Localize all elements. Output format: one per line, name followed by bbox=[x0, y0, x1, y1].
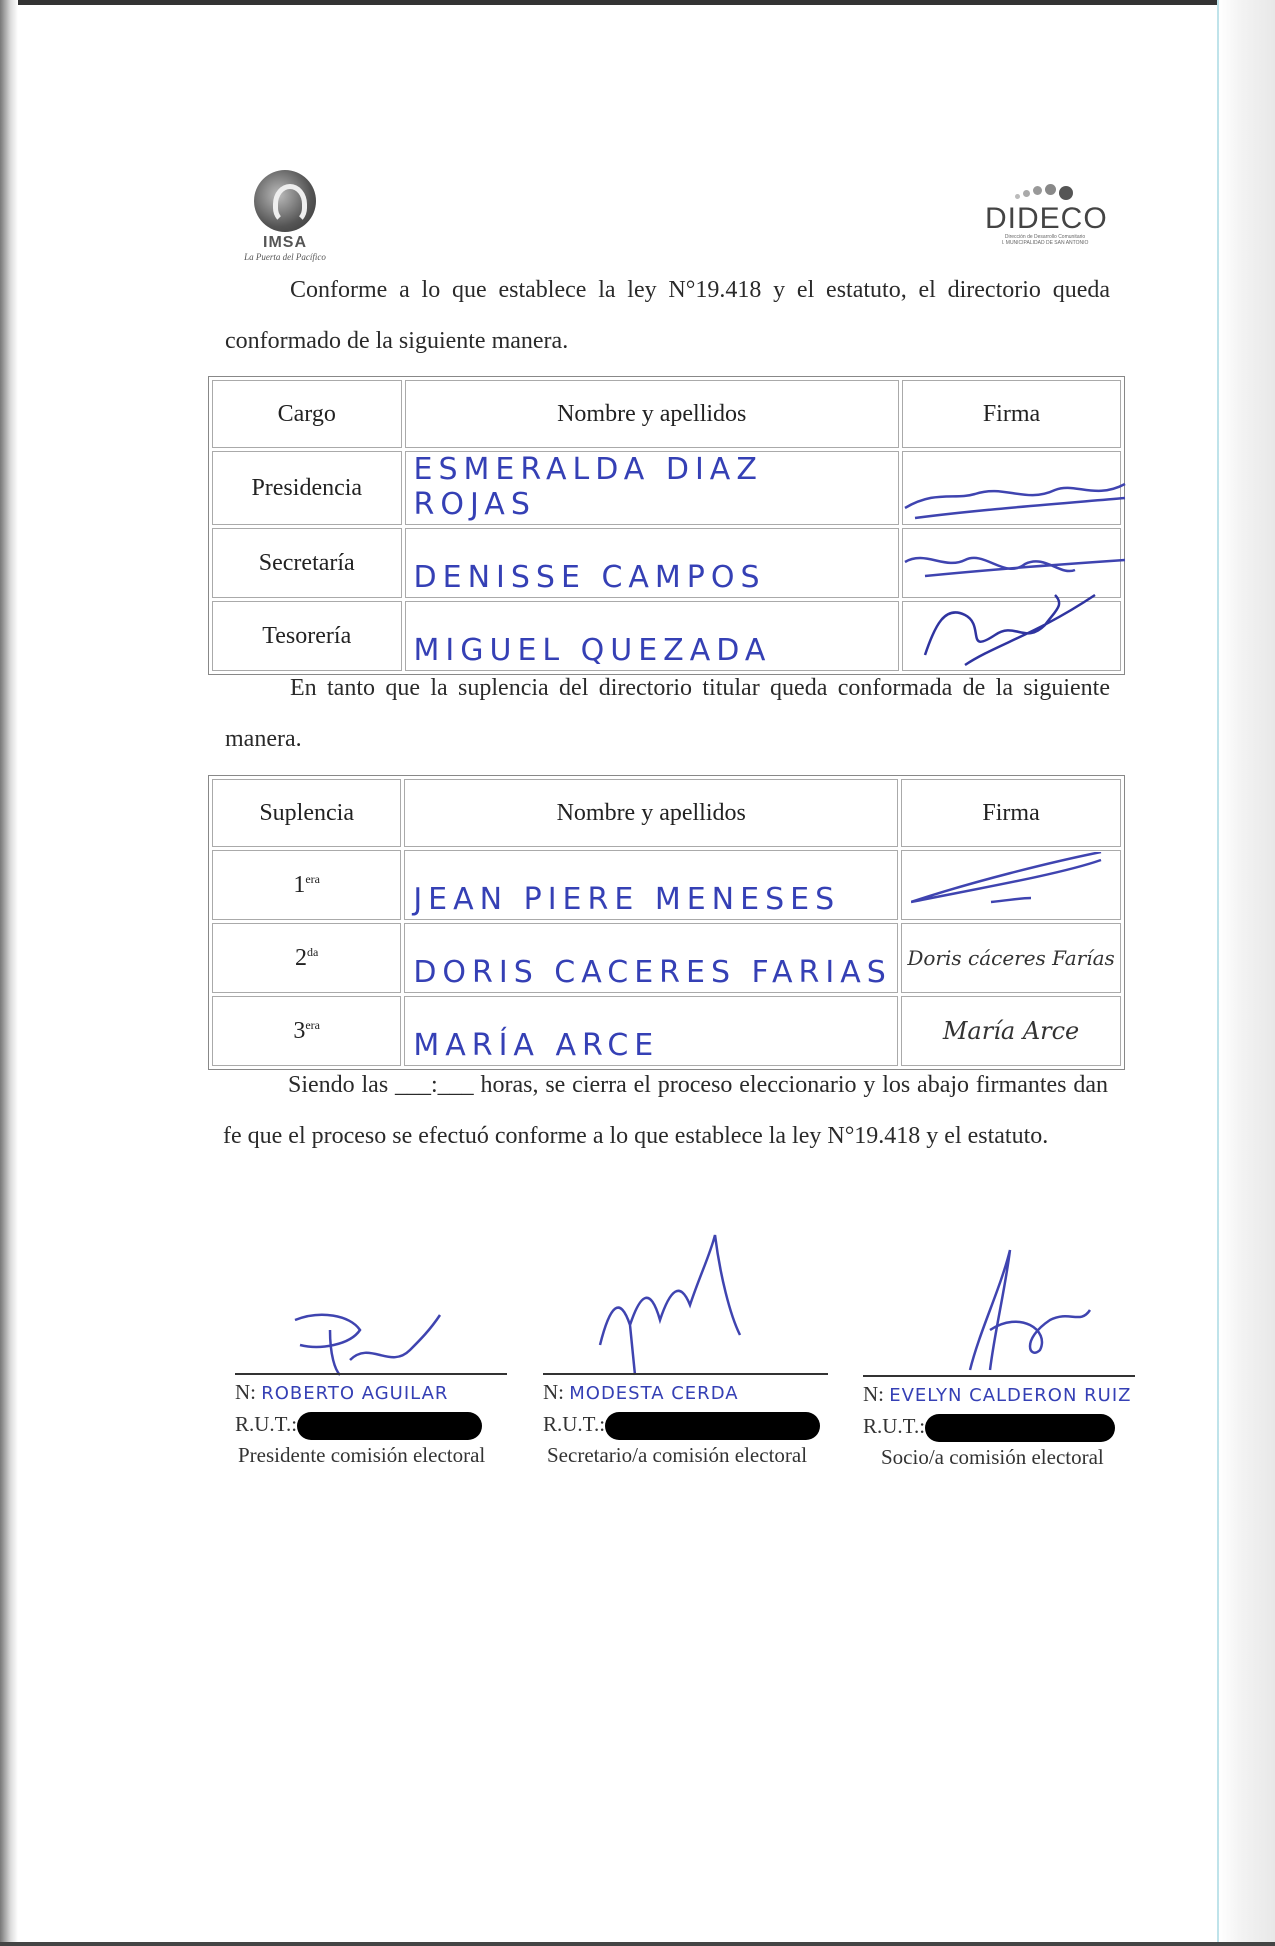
handwritten-name: MODESTA CERDA bbox=[569, 1383, 739, 1404]
scan-right-edge bbox=[1217, 0, 1275, 1946]
dideco-sub2: I. MUNICIPALIDAD DE SAN ANTONIO bbox=[1001, 240, 1089, 246]
signature-suplencia-1 bbox=[911, 852, 1111, 912]
scan-top-edge bbox=[0, 0, 1275, 5]
cargo-cell: Secretaría bbox=[212, 528, 402, 598]
header-suplencia: Suplencia bbox=[212, 779, 401, 847]
intro-paragraph: Conforme a lo que establece la ley N°19.418 y el estatuto, el directorio queda conformado de la siguiente manera. bbox=[225, 277, 1110, 354]
comision-secretario: N: MODESTA CERDA R.U.T.: Secretario/a comisión electoral bbox=[543, 1373, 833, 1470]
handwritten-name: ROBERTO AGUILAR bbox=[261, 1383, 449, 1404]
header-firma: Firma bbox=[901, 779, 1121, 847]
suplencia-paragraph: En tanto que la suplencia del directorio titular queda conformada de la siguiente manera. bbox=[225, 675, 1110, 752]
imsa-seal-icon bbox=[254, 170, 316, 232]
nombre-cell: MIGUEL QUEZADA bbox=[405, 601, 899, 671]
dideco-dots-icon bbox=[985, 180, 1105, 204]
table-row bbox=[212, 923, 1121, 993]
suplencia-table bbox=[208, 775, 1125, 1070]
handwritten-name: EVELYN CALDERON RUIZ bbox=[889, 1385, 1132, 1406]
cargo-cell: Presidencia bbox=[212, 451, 402, 525]
nombre-cell: JEAN PIERE MENESES bbox=[404, 850, 898, 920]
nombre-cell: DENISSE CAMPOS bbox=[405, 528, 899, 598]
dideco-logo-text: DIDECO bbox=[985, 202, 1108, 235]
suplencia-num-cell: $1^{era}$ bbox=[212, 850, 401, 920]
imsa-logo bbox=[225, 160, 345, 270]
signature-line bbox=[543, 1373, 828, 1375]
table-row bbox=[212, 996, 1121, 1066]
redaction-bar bbox=[925, 1414, 1115, 1442]
closing-paragraph: Siendo las ___:___ horas, se cierra el proceso eleccionario y los abajo firmantes dan fe que el proceso se efectuó conforme a lo que establece la ley N°19.418 y el estatuto. bbox=[223, 1072, 1108, 1149]
signature-presidencia bbox=[895, 470, 1145, 535]
table-header-row bbox=[212, 380, 1121, 448]
role-label: Secretario/a comisión electoral bbox=[547, 1443, 808, 1468]
suplencia-num-cell: $3^{era}$ bbox=[212, 996, 401, 1066]
signature-line bbox=[235, 1373, 507, 1375]
header-nombre: Nombre y apellidos bbox=[404, 779, 898, 847]
header-cargo: Cargo bbox=[212, 380, 402, 448]
scan-left-edge bbox=[0, 0, 18, 1946]
imsa-motto: La Puerta del Pacífico bbox=[244, 252, 326, 262]
comision-socio: N: EVELYN CALDERON RUIZ R.U.T.: Socio/a comisión electoral bbox=[863, 1375, 1163, 1472]
role-label: Presidente comisión electoral bbox=[238, 1443, 486, 1468]
scan-bottom-edge bbox=[0, 1942, 1275, 1946]
table-row bbox=[212, 850, 1121, 920]
header-firma: Firma bbox=[902, 380, 1121, 448]
cargo-cell: Tesorería bbox=[212, 601, 402, 671]
nombre-cell: ESMERALDA DIAZ ROJAS bbox=[405, 451, 899, 525]
signature-socio-comision bbox=[950, 1250, 1100, 1385]
firma-cell: María Arce bbox=[901, 996, 1121, 1066]
redaction-bar bbox=[605, 1412, 820, 1440]
signature-line bbox=[863, 1375, 1135, 1377]
signature-secretario-comision bbox=[590, 1235, 760, 1385]
role-label: Socio/a comisión electoral bbox=[881, 1445, 1104, 1470]
nombre-cell: DORIS CACERES FARIAS bbox=[404, 923, 898, 993]
firma-cell bbox=[901, 850, 1121, 920]
table-header-row bbox=[212, 779, 1121, 847]
comision-presidente: N: ROBERTO AGUILAR R.U.T.: Presidente comisión electoral bbox=[235, 1373, 510, 1470]
dideco-logo bbox=[985, 180, 1108, 260]
dideco-sub1: Dirección de Desarrollo Comunitario bbox=[1004, 234, 1086, 240]
firma-cell: Doris cáceres Farías bbox=[901, 923, 1121, 993]
imsa-logo-text: IMSA bbox=[263, 234, 307, 251]
suplencia-num-cell: $2^{da}$ bbox=[212, 923, 401, 993]
header-nombre: Nombre y apellidos bbox=[405, 380, 899, 448]
redaction-bar bbox=[297, 1412, 482, 1440]
nombre-cell: MARÍA ARCE bbox=[404, 996, 898, 1066]
